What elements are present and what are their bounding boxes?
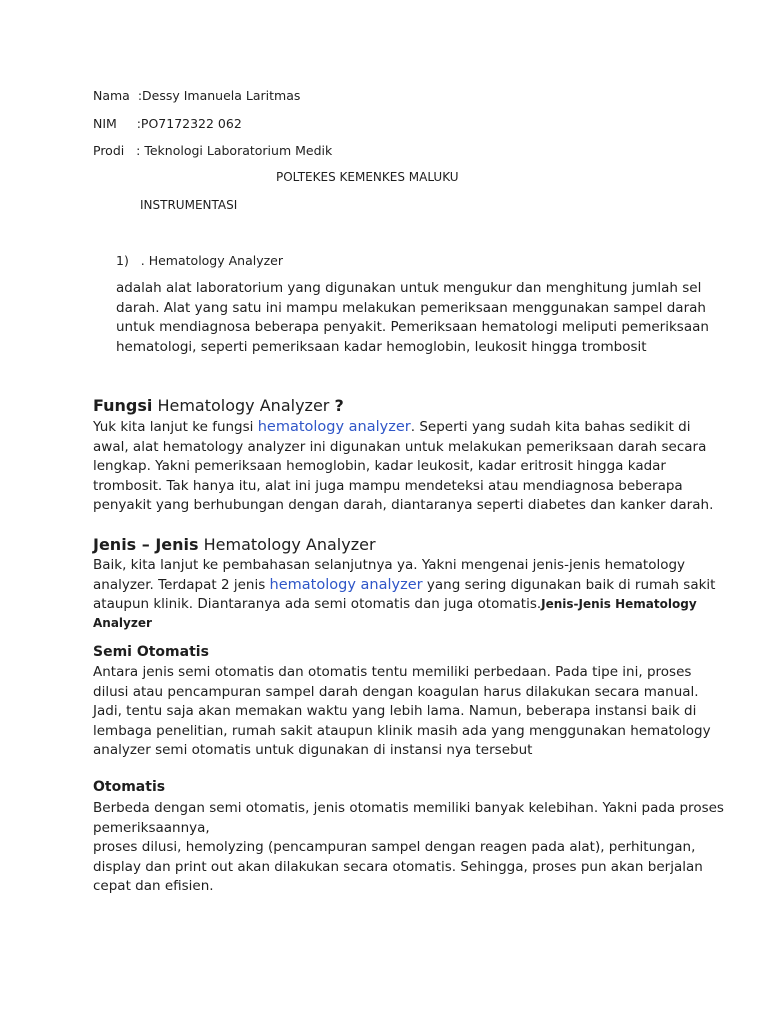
paragraph-line: pemeriksaannya, bbox=[93, 819, 210, 836]
hematology-analyzer-link[interactable]: hematology analyzer bbox=[269, 576, 423, 593]
nim-line bbox=[93, 116, 242, 131]
paragraph-line: Analyzer bbox=[93, 615, 152, 630]
fungsi-heading-bold: Fungsi bbox=[93, 396, 153, 415]
item1-title: . Hematology Analyzer bbox=[140, 253, 284, 268]
semi-otomatis-heading: Semi Otomatis bbox=[93, 644, 209, 660]
bold-run: Jenis-Jenis Hematology bbox=[541, 597, 697, 611]
jenis-heading-rest: Hematology Analyzer bbox=[198, 535, 376, 554]
fungsi-heading bbox=[93, 396, 344, 415]
paragraph-line: lengkap. Yakni pemeriksaan hemoglobin, kadar leukosit, kadar eritrosit hingga kadar bbox=[93, 458, 666, 474]
text-run: analyzer. Terdapat 2 jenis bbox=[93, 576, 270, 593]
institution-title: POLTEKES KEMENKES MALUKU bbox=[276, 170, 459, 184]
paragraph-line bbox=[93, 576, 715, 596]
jenis-paragraph bbox=[93, 556, 715, 631]
text-run: ataupun klinik. Diantaranya ada semi otomatis dan juga otomatis. bbox=[93, 596, 542, 612]
text-run: yang sering digunakan baik di rumah sakit bbox=[422, 576, 716, 593]
paragraph-line: darah. Alat yang satu ini mampu melakukan pemeriksaan menggunakan sampel darah bbox=[116, 299, 706, 316]
paragraph-line: lembaga penelitian, rumah sakit ataupun klinik masih ada yang menggunakan hematology bbox=[93, 722, 711, 739]
otomatis-heading: Otomatis bbox=[93, 779, 166, 795]
nim-value: :PO7172322 062 bbox=[136, 116, 242, 131]
paragraph-line: Antara jenis semi otomatis dan otomatis tentu memiliki perbedaan. Pada tipe ini, proses bbox=[93, 664, 692, 680]
nim-label: NIM bbox=[93, 116, 117, 131]
course-title: INSTRUMENTASI bbox=[140, 198, 238, 212]
paragraph-line bbox=[93, 418, 713, 438]
paragraph-line: Jadi, tentu saja akan memakan waktu yang lebih lama. Namun, beberapa instansi baik di bbox=[93, 703, 697, 719]
fungsi-paragraph bbox=[93, 418, 713, 516]
jenis-heading-bold: Jenis – Jenis bbox=[93, 535, 199, 554]
paragraph-line: dilusi atau pencampuran sampel darah dengan koagulan harus dilakukan secara manual. bbox=[93, 683, 699, 700]
paragraph-line: trombosit. Tak hanya itu, alat ini juga mampu mendeteksi atau mendiagnosa beberapa bbox=[93, 477, 683, 494]
jenis-heading bbox=[93, 535, 376, 554]
nama-line bbox=[93, 88, 300, 103]
paragraph-line: display dan print out akan dilakukan secara otomatis. Sehingga, proses pun akan berjalan bbox=[93, 858, 703, 875]
paragraph-line: analyzer semi otomatis untuk digunakan di instansi nya tersebut bbox=[93, 742, 533, 758]
nama-label: Nama bbox=[93, 88, 130, 103]
prodi-value: : Teknologi Laboratorium Medik bbox=[136, 143, 333, 158]
fungsi-heading-rest: Hematology Analyzer bbox=[152, 396, 335, 415]
paragraph-line: adalah alat laboratorium yang digunakan untuk mengukur dan menghitung jumlah sel bbox=[116, 280, 702, 296]
prodi-line bbox=[93, 143, 332, 158]
item1-heading bbox=[116, 253, 283, 268]
paragraph-line: Baik, kita lanjut ke pembahasan selanjutnya ya. Yakni mengenai jenis-jenis hematology bbox=[93, 557, 686, 573]
paragraph-line: penyakit yang berhubungan dengan darah, diantaranya seperti diabetes dan kanker darah. bbox=[93, 497, 714, 513]
paragraph-line: untuk mendiagnosa beberapa penyakit. Pemeriksaan hematologi meliputi pemeriksaan bbox=[116, 319, 709, 335]
item1-number: 1) bbox=[116, 253, 129, 268]
paragraph-line: proses dilusi, hemolyzing (pencampuran sampel dengan reagen pada alat), perhitungan, bbox=[93, 839, 696, 855]
item1-paragraph bbox=[116, 279, 709, 357]
otomatis-paragraph bbox=[93, 799, 724, 897]
paragraph-line: cepat dan efisien. bbox=[93, 878, 214, 894]
paragraph-line bbox=[93, 595, 715, 615]
prodi-label: Prodi bbox=[93, 143, 125, 158]
semi-otomatis-paragraph bbox=[93, 663, 711, 761]
nama-value: :Dessy Imanuela Laritmas bbox=[137, 88, 301, 103]
hematology-analyzer-link[interactable]: hematology analyzer bbox=[257, 419, 411, 435]
fungsi-heading-q: ? bbox=[334, 396, 344, 415]
paragraph-line: hematologi, seperti pemeriksaan kadar hemoglobin, leukosit hingga trombosit bbox=[116, 338, 647, 355]
text-run: Yuk kita lanjut ke fungsi bbox=[93, 419, 258, 435]
paragraph-line: Berbeda dengan semi otomatis, jenis otomatis memiliki banyak kelebihan. Yakni pada proses bbox=[93, 800, 724, 816]
paragraph-line: awal, alat hematology analyzer ini digunakan untuk melakukan pemeriksaan darah secara bbox=[93, 438, 707, 455]
text-run: . Seperti yang sudah kita bahas sedikit di bbox=[410, 419, 691, 435]
